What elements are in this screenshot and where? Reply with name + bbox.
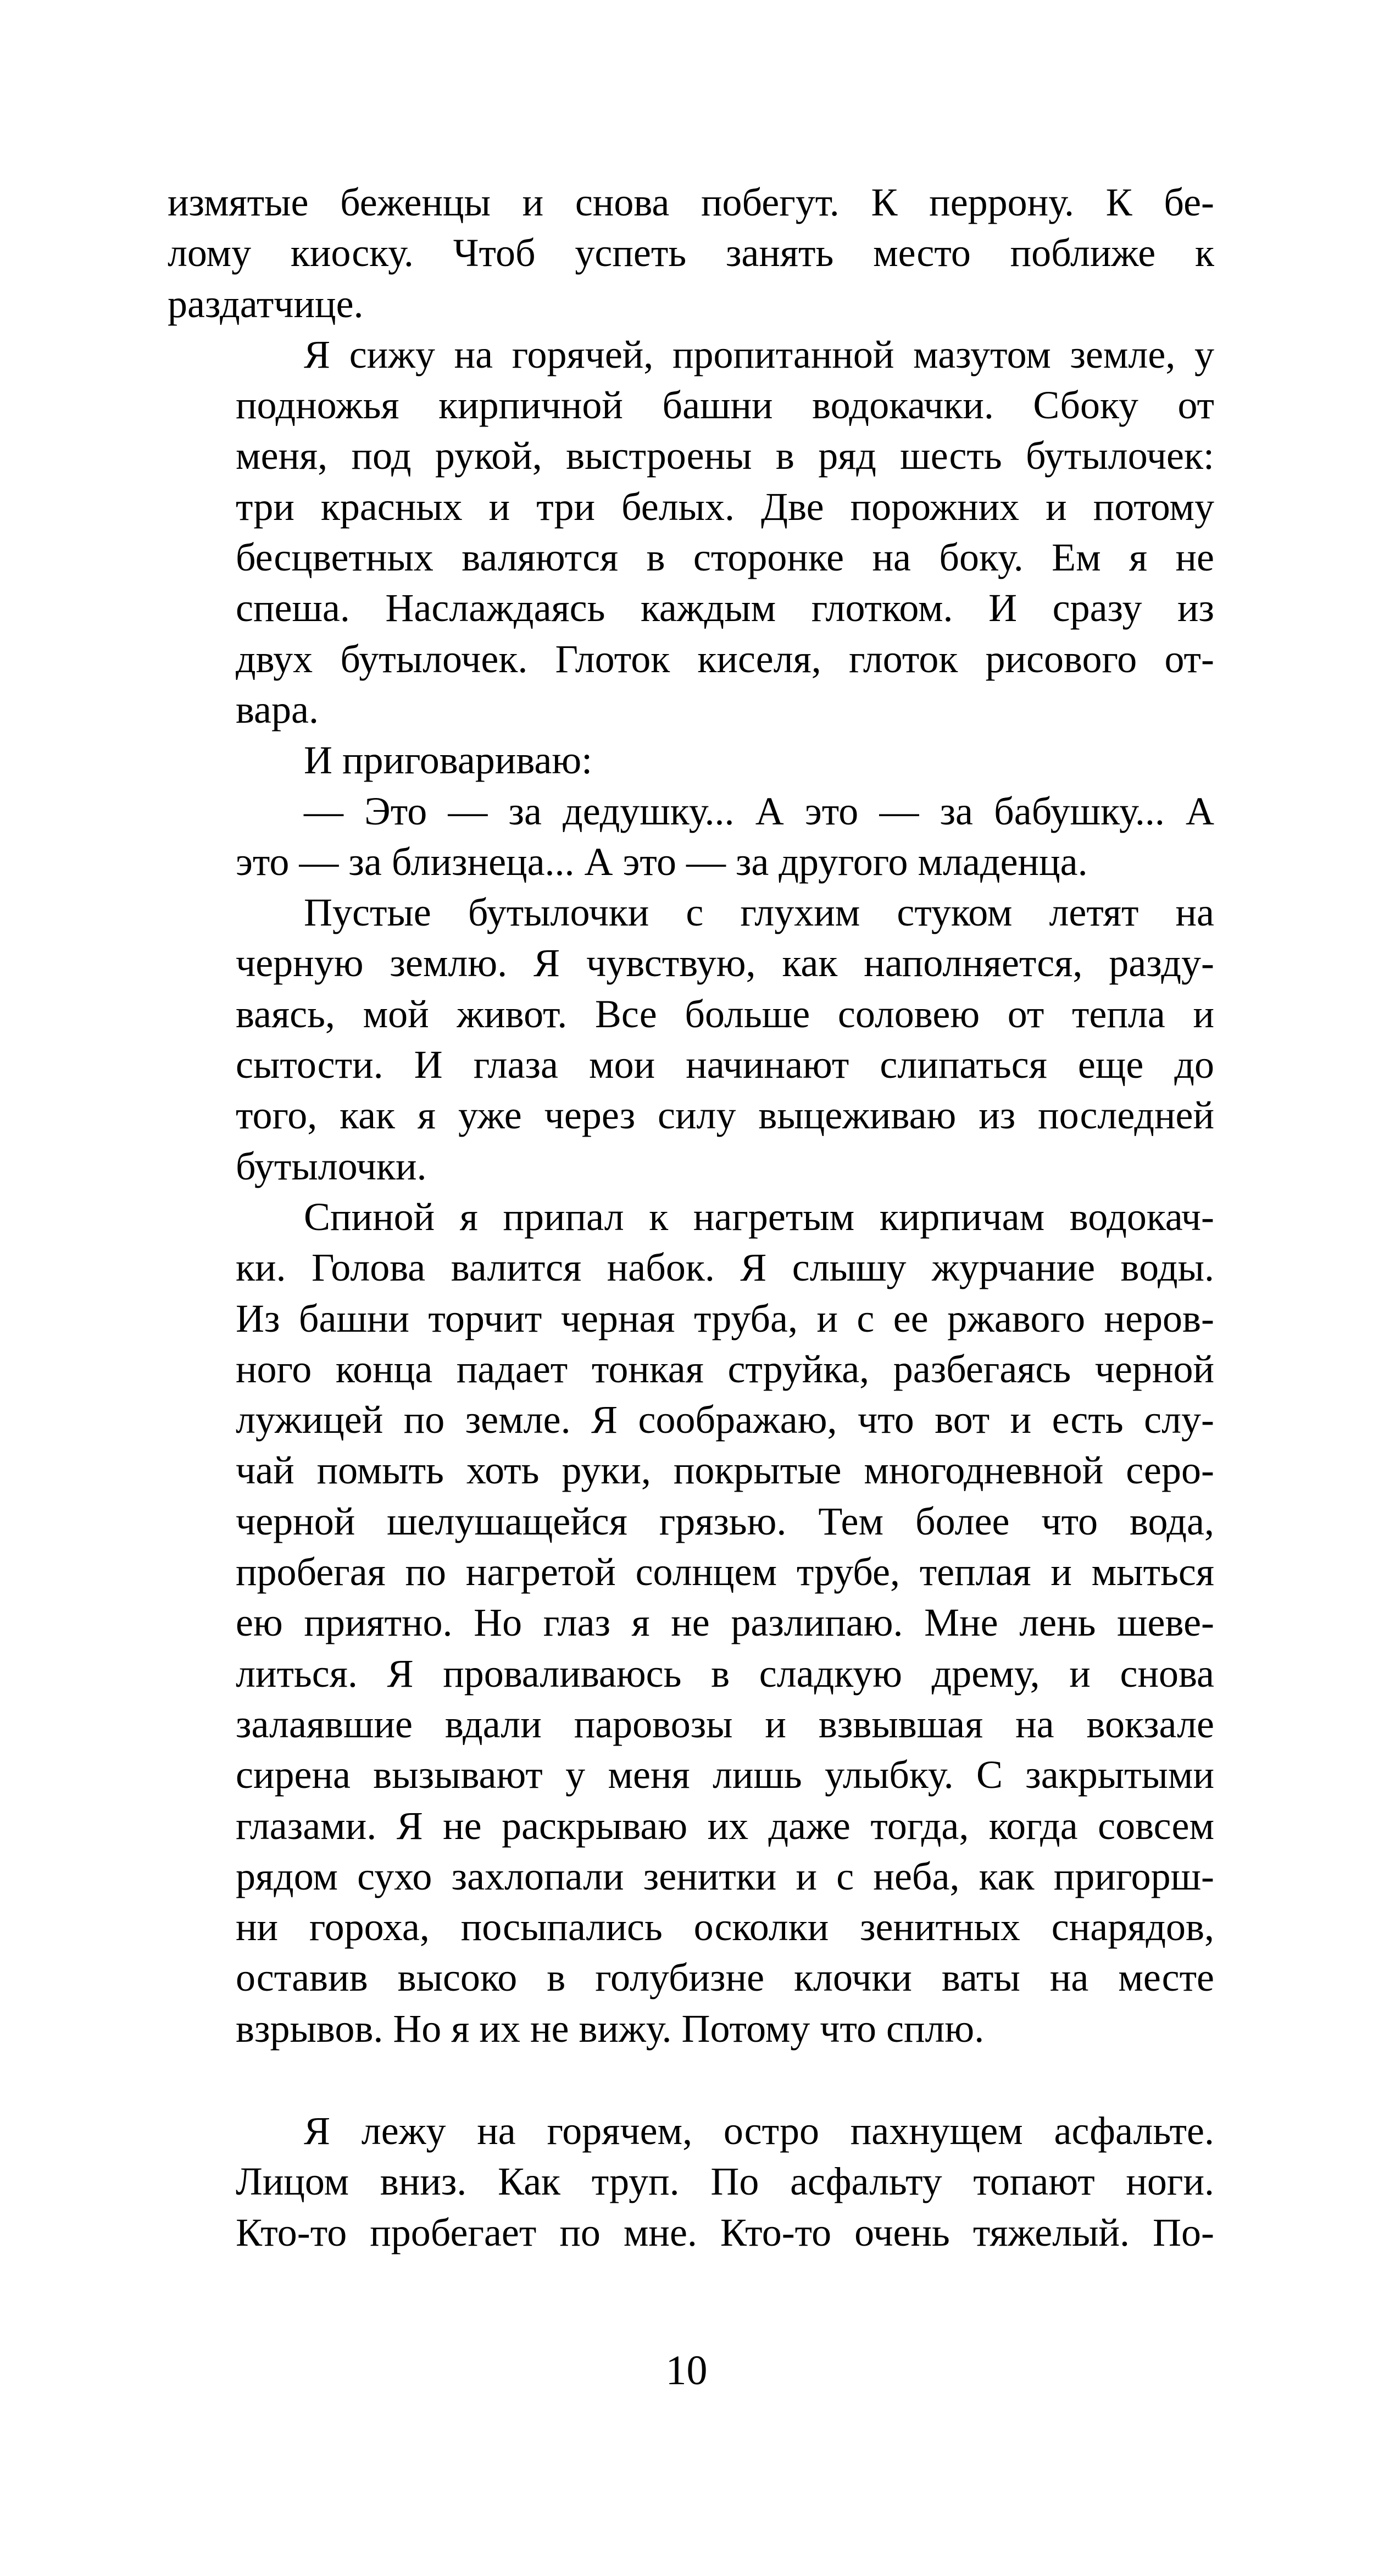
text-line: лужицей по земле. Я соображаю, что вот и есть слу- — [236, 1398, 1214, 1442]
text-line: Кто-то пробегает по мне. Кто-то очень тяжелый. По- — [236, 2210, 1214, 2254]
text-line: Я сижу на горячей, пропитанной мазутом земле, у — [304, 332, 1214, 376]
text-line: ни гороха, посыпались осколки зенитных снарядов, — [236, 1905, 1214, 1949]
text-line: Спиной я припал к нагретым кирпичам водокач- — [304, 1194, 1214, 1239]
paragraph — [168, 177, 1214, 329]
text-line: сытости. И глаза мои начинают слипаться еще до — [236, 1043, 1214, 1087]
text-line: три красных и три белых. Две порожних и потому — [236, 484, 1214, 529]
text-line: черной шелушащейся грязью. Тем более что вода, — [236, 1499, 1214, 1543]
text-line: измятые беженцы и снова побегут. К перрону. К бе- — [168, 180, 1214, 224]
paragraph — [168, 735, 1214, 785]
text-line: Лицом вниз. Как труп. По асфальту топают ноги. — [236, 2159, 1214, 2204]
text-line: И приговариваю: — [304, 738, 593, 783]
text-line: спеша. Наслаждаясь каждым глотком. И сразу из — [236, 586, 1214, 630]
text-line: чай помыть хоть руки, покрытые многодневной серо- — [236, 1448, 1214, 1493]
dialogue-paragraph — [168, 786, 1214, 888]
text-line: залаявшие вдали паровозы и взвывшая на вокзале — [236, 1702, 1214, 1746]
text-line: того, как я уже через силу выцеживаю из последней — [236, 1093, 1214, 1138]
text-line: Пустые бутылочки с глухим стуком летят на — [304, 890, 1214, 935]
text-line: оставив высоко в голубизне клочки ваты на месте — [236, 1955, 1214, 2000]
text-line: раздатчице. — [168, 281, 364, 326]
page-number: 10 — [665, 2347, 708, 2394]
text-line: — Это — за дедушку... А это — за бабушку... А — [304, 789, 1214, 833]
text-line: ею приятно. Но глаз я не разлипаю. Мне лень шеве- — [236, 1600, 1214, 1645]
text-line: меня, под рукой, выстроены в ряд шесть бутылочек: — [236, 434, 1214, 478]
text-line: Из башни торчит черная труба, и с ее ржавого неров- — [236, 1296, 1214, 1340]
text-line: пробегая по нагретой солнцем трубе, теплая и мыться — [236, 1550, 1214, 1594]
paragraph — [168, 329, 1214, 735]
text-line: бесцветных валяются в сторонке на боку. Ем я не — [236, 535, 1214, 580]
section-break — [168, 2054, 1214, 2106]
text-line: Я лежу на горячем, остро пахнущем асфальте. — [304, 2108, 1214, 2153]
text-line: вара. — [236, 687, 319, 732]
text-line: ного конца падает тонкая струйка, разбегаясь черной — [236, 1347, 1214, 1391]
text-line: лому киоску. Чтоб успеть занять место поближе к — [168, 231, 1214, 275]
text-line: бутылочки. — [236, 1144, 427, 1188]
text-line: это — за близнеца... А это — за другого младенца. — [236, 839, 1088, 884]
paragraph — [168, 2106, 1214, 2258]
text-line: глазами. Я не раскрываю их даже тогда, когда совсем — [236, 1803, 1214, 1848]
text-line: ки. Голова валится набок. Я слышу журчание воды. — [236, 1245, 1214, 1290]
text-line: взрывов. Но я их не вижу. Потому что сплю. — [236, 2006, 985, 2051]
page-text — [168, 177, 1214, 2258]
paragraph — [168, 1192, 1214, 2054]
text-line: сирена вызывают у меня лишь улыбку. С закрытыми — [236, 1753, 1214, 1797]
paragraph — [168, 887, 1214, 1192]
text-line: ваясь, мой живот. Все больше соловею от тепла и — [236, 991, 1214, 1036]
text-line: подножья кирпичной башни водокачки. Сбоку от — [236, 383, 1214, 428]
text-line: рядом сухо захлопали зенитки и с неба, как пригорш- — [236, 1854, 1214, 1898]
text-line: литься. Я проваливаюсь в сладкую дрему, и снова — [236, 1651, 1214, 1696]
text-line: черную землю. Я чувствую, как наполняется, разду- — [236, 941, 1214, 985]
text-line: двух бутылочек. Глоток киселя, глоток рисового от- — [236, 636, 1214, 681]
